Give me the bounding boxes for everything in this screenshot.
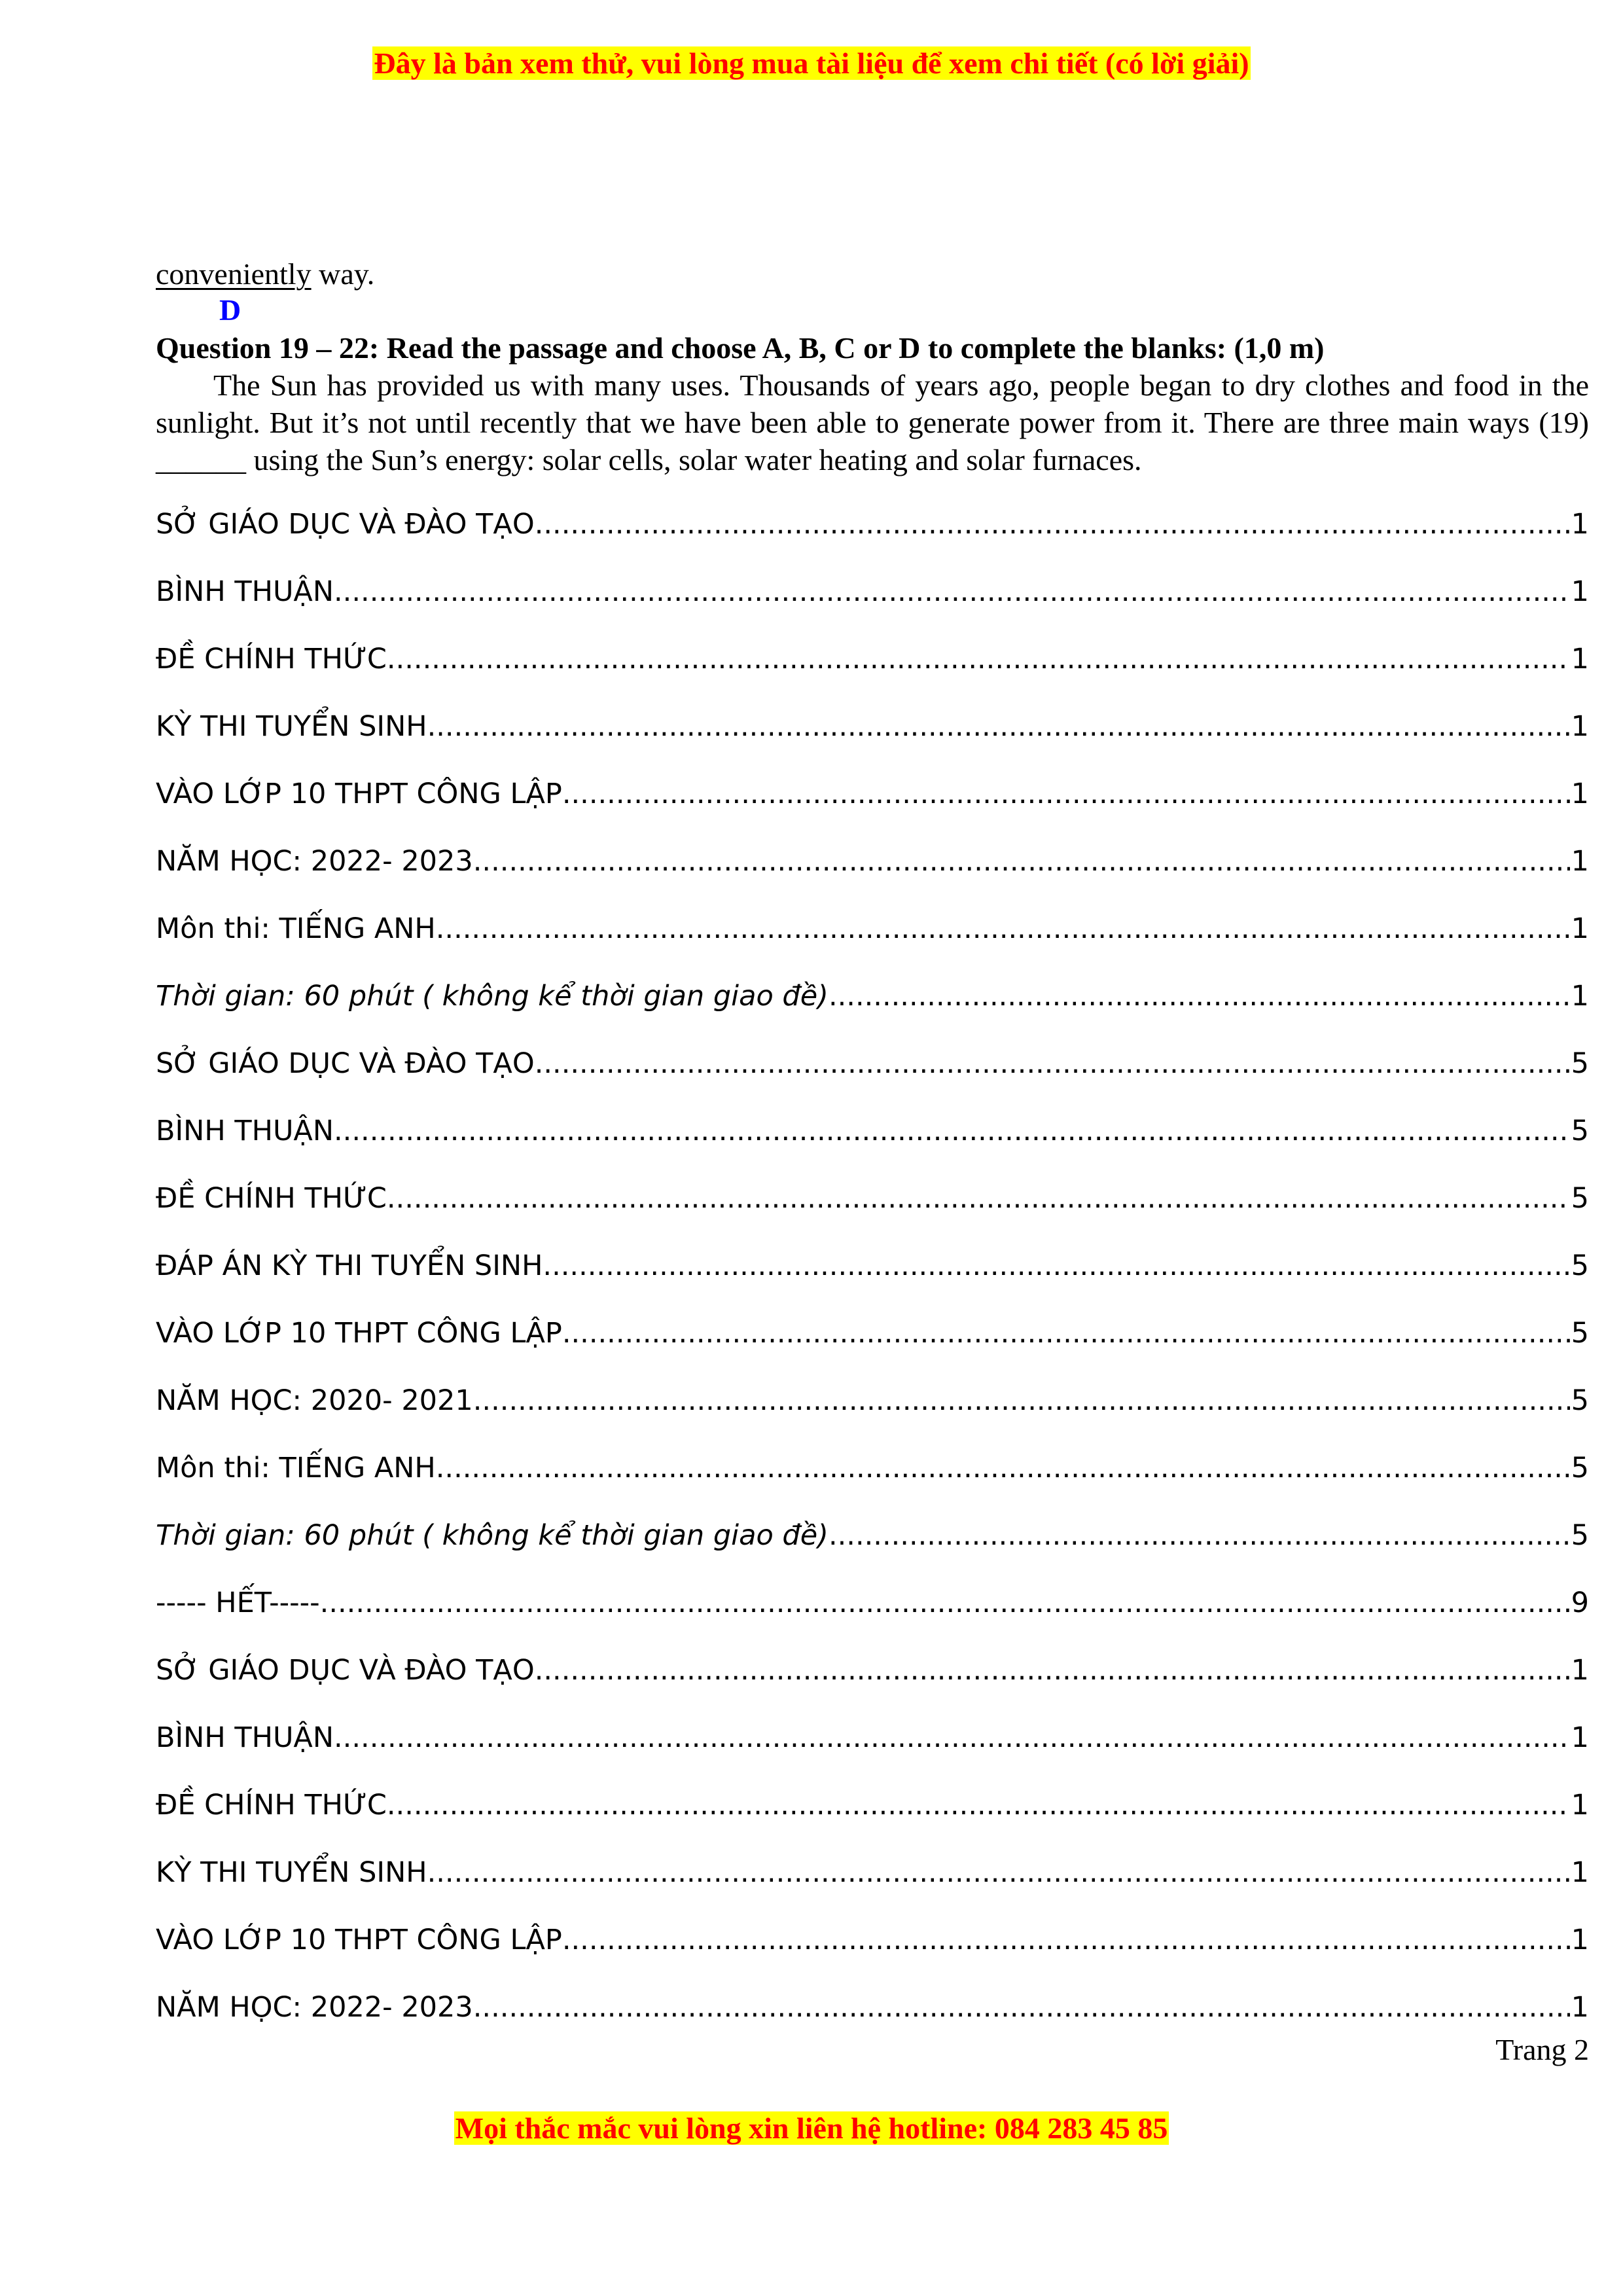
toc-entry-label: VÀO LỚP 10 THPT CÔNG LẬP bbox=[156, 1317, 562, 1350]
toc-entry-page: 1 bbox=[1571, 1721, 1589, 1754]
underlined-word: conveniently bbox=[156, 257, 312, 291]
toc-entry-label: SỞ GIÁO DỤC VÀ ĐÀO TẠO bbox=[156, 1047, 535, 1080]
toc-entry-label: VÀO LỚP 10 THPT CÔNG LẬP bbox=[156, 1924, 562, 1956]
toc-entry-page: 1 bbox=[1571, 508, 1589, 541]
preview-banner bbox=[0, 46, 1623, 81]
toc-entry-label: SỞ GIÁO DỤC VÀ ĐÀO TẠO bbox=[156, 508, 535, 541]
toc-entry-page: 5 bbox=[1571, 1047, 1589, 1080]
toc-entry-page: 1 bbox=[1571, 1654, 1589, 1687]
question-heading: Question 19 – 22: Read the passage and choose A, B, C or D to complete the blanks: (1,0 m) bbox=[156, 331, 1325, 365]
toc-entry-label: VÀO LỚP 10 THPT CÔNG LẬP bbox=[156, 778, 562, 810]
table-of-contents bbox=[156, 478, 1589, 2028]
toc-dot-leader bbox=[562, 1919, 1570, 1961]
toc-entry-page: 9 bbox=[1571, 1587, 1589, 1619]
toc-entry[interactable] bbox=[156, 1489, 1589, 1556]
toc-entry-page: 1 bbox=[1571, 912, 1589, 945]
toc-entry-page: 5 bbox=[1571, 1115, 1589, 1147]
page-number: Trang 2 bbox=[1495, 2033, 1589, 2066]
toc-dot-leader bbox=[543, 1245, 1569, 1287]
toc-entry-label: ĐỀ CHÍNH THỨC bbox=[156, 643, 387, 675]
toc-dot-leader bbox=[320, 1582, 1570, 1624]
toc-entry[interactable] bbox=[156, 882, 1589, 950]
toc-entry-label: NĂM HỌC: 2020- 2021 bbox=[156, 1384, 473, 1417]
toc-dot-leader bbox=[535, 503, 1570, 545]
continued-sentence-rest: way. bbox=[311, 257, 375, 291]
answer-letter: D bbox=[219, 293, 241, 327]
toc-entry[interactable] bbox=[156, 1961, 1589, 2028]
toc-entry-label: KỲ THI TUYỂN SINH bbox=[156, 1856, 427, 1889]
toc-dot-leader bbox=[535, 1043, 1570, 1085]
toc-entry-page: 1 bbox=[1571, 845, 1589, 878]
hotline-banner bbox=[0, 2111, 1623, 2145]
toc-entry-page: 1 bbox=[1571, 1856, 1589, 1889]
toc-dot-leader bbox=[829, 1515, 1570, 1556]
toc-entry[interactable] bbox=[156, 613, 1589, 680]
toc-dot-leader bbox=[473, 1380, 1570, 1422]
toc-entry-label: KỲ THI TUYỂN SINH bbox=[156, 710, 427, 743]
toc-entry[interactable] bbox=[156, 1826, 1589, 1893]
toc-dot-leader bbox=[829, 975, 1570, 1017]
toc-dot-leader bbox=[436, 908, 1570, 950]
toc-entry[interactable] bbox=[156, 478, 1589, 545]
toc-dot-leader bbox=[334, 1717, 1570, 1759]
toc-entry[interactable] bbox=[156, 1017, 1589, 1085]
toc-entry-page: 5 bbox=[1571, 1519, 1589, 1552]
toc-dot-leader bbox=[535, 1649, 1570, 1691]
toc-dot-leader bbox=[562, 773, 1570, 815]
toc-entry-page: 1 bbox=[1571, 643, 1589, 675]
toc-entry[interactable] bbox=[156, 1219, 1589, 1287]
toc-entry[interactable] bbox=[156, 545, 1589, 613]
toc-dot-leader bbox=[436, 1447, 1570, 1489]
toc-dot-leader bbox=[427, 1852, 1570, 1893]
toc-entry-page: 1 bbox=[1571, 778, 1589, 810]
toc-dot-leader bbox=[427, 706, 1570, 747]
toc-entry-label: ĐỀ CHÍNH THỨC bbox=[156, 1789, 387, 1821]
toc-entry[interactable] bbox=[156, 1893, 1589, 1961]
toc-entry[interactable] bbox=[156, 680, 1589, 747]
toc-entry-page: 5 bbox=[1571, 1452, 1589, 1484]
toc-entry-label: BÌNH THUẬN bbox=[156, 575, 334, 608]
toc-dot-leader bbox=[387, 1784, 1570, 1826]
toc-entry[interactable] bbox=[156, 1759, 1589, 1826]
toc-dot-leader bbox=[473, 840, 1570, 882]
toc-entry-page: 1 bbox=[1571, 1991, 1589, 2024]
toc-entry-label: BÌNH THUẬN bbox=[156, 1721, 334, 1754]
toc-entry-page: 5 bbox=[1571, 1384, 1589, 1417]
toc-entry-page: 1 bbox=[1571, 575, 1589, 608]
toc-entry[interactable] bbox=[156, 1152, 1589, 1219]
toc-entry[interactable] bbox=[156, 1287, 1589, 1354]
toc-dot-leader bbox=[334, 571, 1570, 613]
toc-entry-label: Thời gian: 60 phút ( không kể thời gian giao đề) bbox=[156, 1519, 829, 1552]
toc-entry-page: 1 bbox=[1571, 1924, 1589, 1956]
toc-entry-label: BÌNH THUẬN bbox=[156, 1115, 334, 1147]
preview-banner-text: Đây là bản xem thử, vui lòng mua tài liệu để xem chi tiết (có lời giải) bbox=[374, 46, 1249, 80]
toc-entry-page: 1 bbox=[1571, 710, 1589, 743]
toc-entry-label: ----- HẾT----- bbox=[156, 1587, 320, 1619]
toc-dot-leader bbox=[562, 1312, 1570, 1354]
toc-entry-label: Môn thi: TIẾNG ANH bbox=[156, 1452, 436, 1484]
toc-entry[interactable] bbox=[156, 1691, 1589, 1759]
toc-entry-page: 5 bbox=[1571, 1249, 1589, 1282]
toc-dot-leader bbox=[334, 1110, 1570, 1152]
toc-entry[interactable] bbox=[156, 747, 1589, 815]
toc-entry-label: Thời gian: 60 phút ( không kể thời gian giao đề) bbox=[156, 980, 829, 1013]
toc-dot-leader bbox=[387, 1177, 1570, 1219]
toc-entry-label: SỞ GIÁO DỤC VÀ ĐÀO TẠO bbox=[156, 1654, 535, 1687]
toc-entry-page: 5 bbox=[1571, 1317, 1589, 1350]
toc-entry-page: 1 bbox=[1571, 1789, 1589, 1821]
toc-entry-label: NĂM HỌC: 2022- 2023 bbox=[156, 1991, 473, 2024]
toc-dot-leader bbox=[387, 638, 1570, 680]
toc-entry[interactable] bbox=[156, 1624, 1589, 1691]
toc-entry-label: ĐÁP ÁN KỲ THI TUYỂN SINH bbox=[156, 1249, 543, 1282]
toc-entry[interactable] bbox=[156, 1085, 1589, 1152]
toc-entry[interactable] bbox=[156, 1556, 1589, 1624]
toc-entry-page: 5 bbox=[1571, 1182, 1589, 1215]
toc-entry[interactable] bbox=[156, 815, 1589, 882]
toc-entry-label: Môn thi: TIẾNG ANH bbox=[156, 912, 436, 945]
toc-entry[interactable] bbox=[156, 1422, 1589, 1489]
hotline-banner-text: Mọi thắc mắc vui lòng xin liên hệ hotline: 084 283 45 85 bbox=[455, 2111, 1168, 2145]
toc-entry-label: NĂM HỌC: 2022- 2023 bbox=[156, 845, 473, 878]
toc-entry-page: 1 bbox=[1571, 980, 1589, 1013]
toc-entry-label: ĐỀ CHÍNH THỨC bbox=[156, 1182, 387, 1215]
toc-entry[interactable] bbox=[156, 1354, 1589, 1422]
continued-sentence bbox=[156, 255, 1589, 293]
toc-entry[interactable] bbox=[156, 950, 1589, 1017]
toc-dot-leader bbox=[473, 1986, 1570, 2028]
reading-passage: The Sun has provided us with many uses. Thousands of years ago, people began to dry clothes and food in the sunlight. But it’s not until recently that we have been able to generate power from it. There are three main ways (19) ______ using the Sun’s energy: solar cells, solar water heating and solar furnaces. bbox=[156, 368, 1589, 476]
